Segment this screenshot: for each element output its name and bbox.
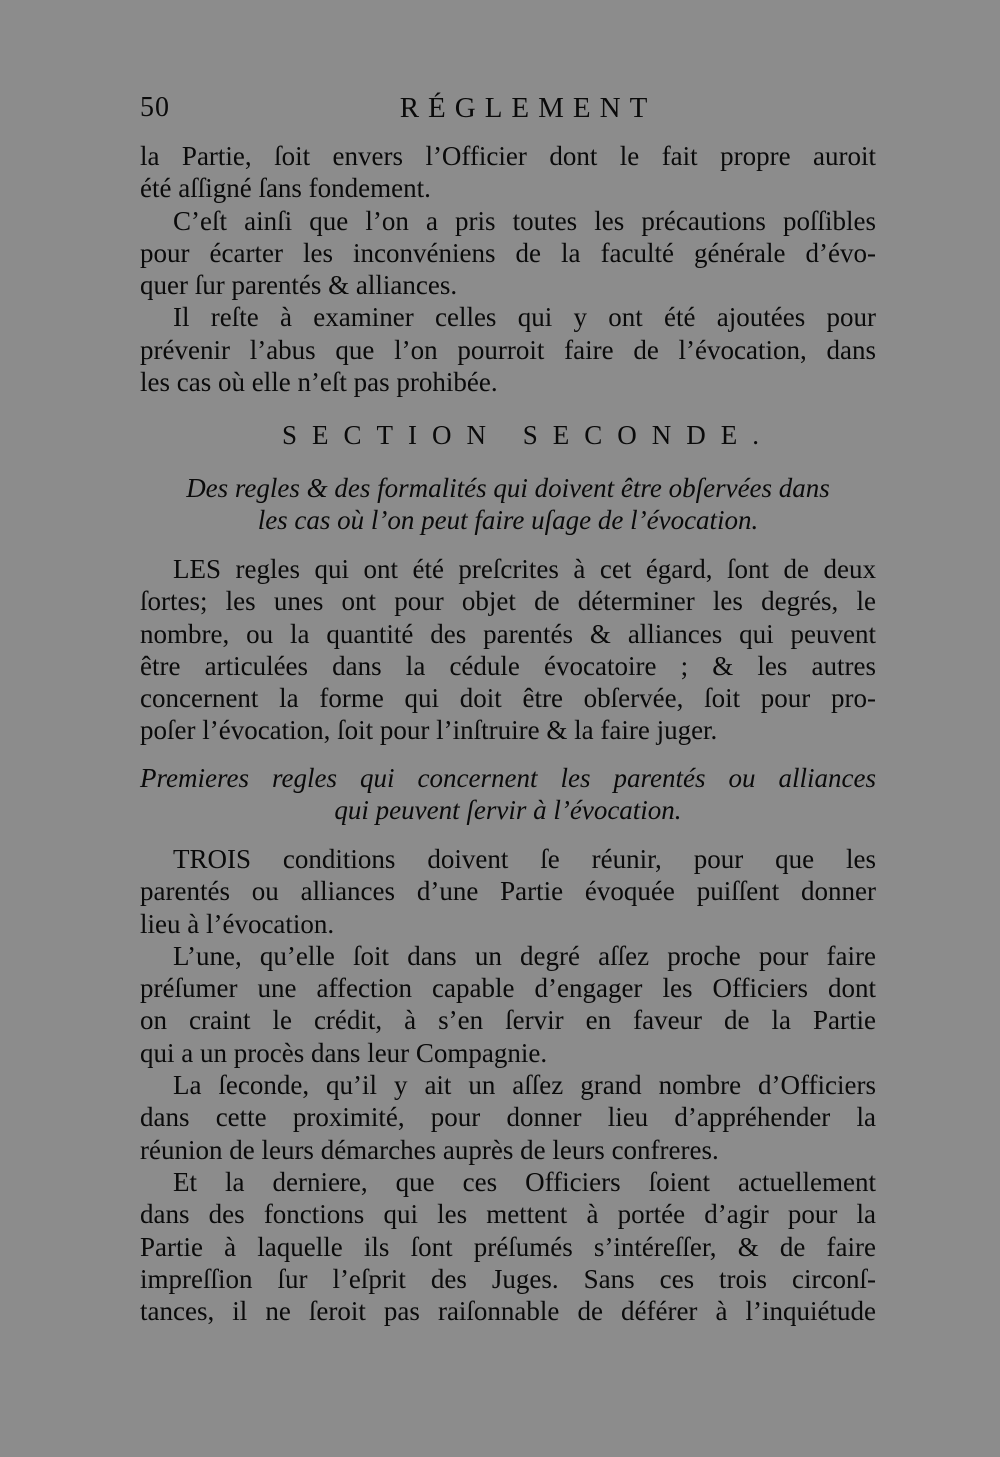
text-line: parentés ou alliances d’une Partie évoquée puiſſent donner [140, 876, 876, 907]
text-line: LES regles qui ont été preſcrites à cet égard, ſont de deux [173, 554, 876, 584]
subsection-heading [140, 762, 876, 827]
text-line: les cas où elle n’eſt pas prohibée. [140, 367, 498, 398]
text-line: qui a un procès dans leur Compagnie. [140, 1037, 548, 1068]
text-line: TROIS conditions doivent ſe réunir, pour que les [173, 844, 876, 874]
section-title: SECTION SECONDE. [281, 420, 774, 450]
text-line: C’eſt ainſi que l’on a pris toutes les précautions poſſibles [173, 205, 876, 236]
text-line: Il reſte à examiner celles qui y ont été ajoutées pour [173, 302, 876, 333]
paragraph-block-1 [140, 140, 876, 398]
text-line: ſortes; les unes ont pour objet de déterminer les degrés, le [140, 586, 876, 617]
page-header [140, 92, 876, 132]
page-number: 50 [140, 92, 170, 123]
subtitle-line: les cas où l’on peut faire uſage de l’évocation. [257, 505, 759, 536]
text-line: impreſſion ſur l’eſprit des Juges. Sans ces trois circonſ- [140, 1263, 876, 1294]
text-line: concernent la forme qui doit être obſervée, ſoit pour pro- [140, 683, 876, 714]
paragraph-block-2 [140, 553, 876, 747]
text-line: tances, il ne ſeroit pas raiſonnable de déférer à l’inquiétude [140, 1296, 876, 1327]
paragraph-block-3 [140, 843, 876, 1327]
text-line: préſumer une affection capable d’engager les Officiers dont [140, 973, 876, 1004]
text-line: réunion de leurs démarches auprès de leurs confreres. [140, 1134, 719, 1165]
subtitle-line: Des regles & des formalités qui doivent être obſervées dans [186, 473, 830, 503]
running-title: RÉGLEMENT [399, 92, 657, 124]
section-subtitle [140, 472, 876, 537]
text-line: L’une, qu’elle ſoit dans un degré aſſez proche pour faire [173, 940, 876, 971]
text-line: La ſeconde, qu’il y ait un aſſez grand nombre d’Officiers [173, 1070, 876, 1101]
text-line: dans cette proximité, pour donner lieu d’appréhender la [140, 1102, 876, 1133]
text-line: poſer l’évocation, ſoit pour l’inſtruire & la faire juger. [140, 715, 718, 746]
text-line: être articulées dans la cédule évocatoire ; & les autres [140, 650, 876, 681]
text-line: dans des fonctions qui les mettent à portée d’agir pour la [140, 1199, 876, 1230]
text-line: pour écarter les inconvéniens de la faculté générale d’évo- [140, 237, 876, 268]
text-line: Partie à laquelle ils ſont préſumés s’intéreſſer, & de faire [140, 1231, 876, 1262]
text-line: été aſſigné ſans fondement. [140, 173, 431, 204]
text-line: nombre, ou la quantité des parentés & alliances qui peuvent [140, 618, 876, 649]
subtitle-line: qui peuvent ſervir à l’évocation. [334, 795, 682, 826]
text-line: lieu à l’évocation. [140, 908, 335, 939]
text-line: on craint le crédit, à s’en ſervir en faveur de la Partie [140, 1005, 876, 1036]
subtitle-line: Premieres regles qui concernent les parentés ou alliances [140, 763, 876, 793]
text-line: Et la derniere, que ces Officiers ſoient actuellement [173, 1166, 876, 1197]
text-line: la Partie, ſoit envers l’Officier dont le fait propre auroit [140, 141, 876, 171]
text-line: quer ſur parentés & alliances. [140, 270, 458, 301]
text-line: prévenir l’abus que l’on pourroit faire de l’évocation, dans [140, 334, 876, 365]
